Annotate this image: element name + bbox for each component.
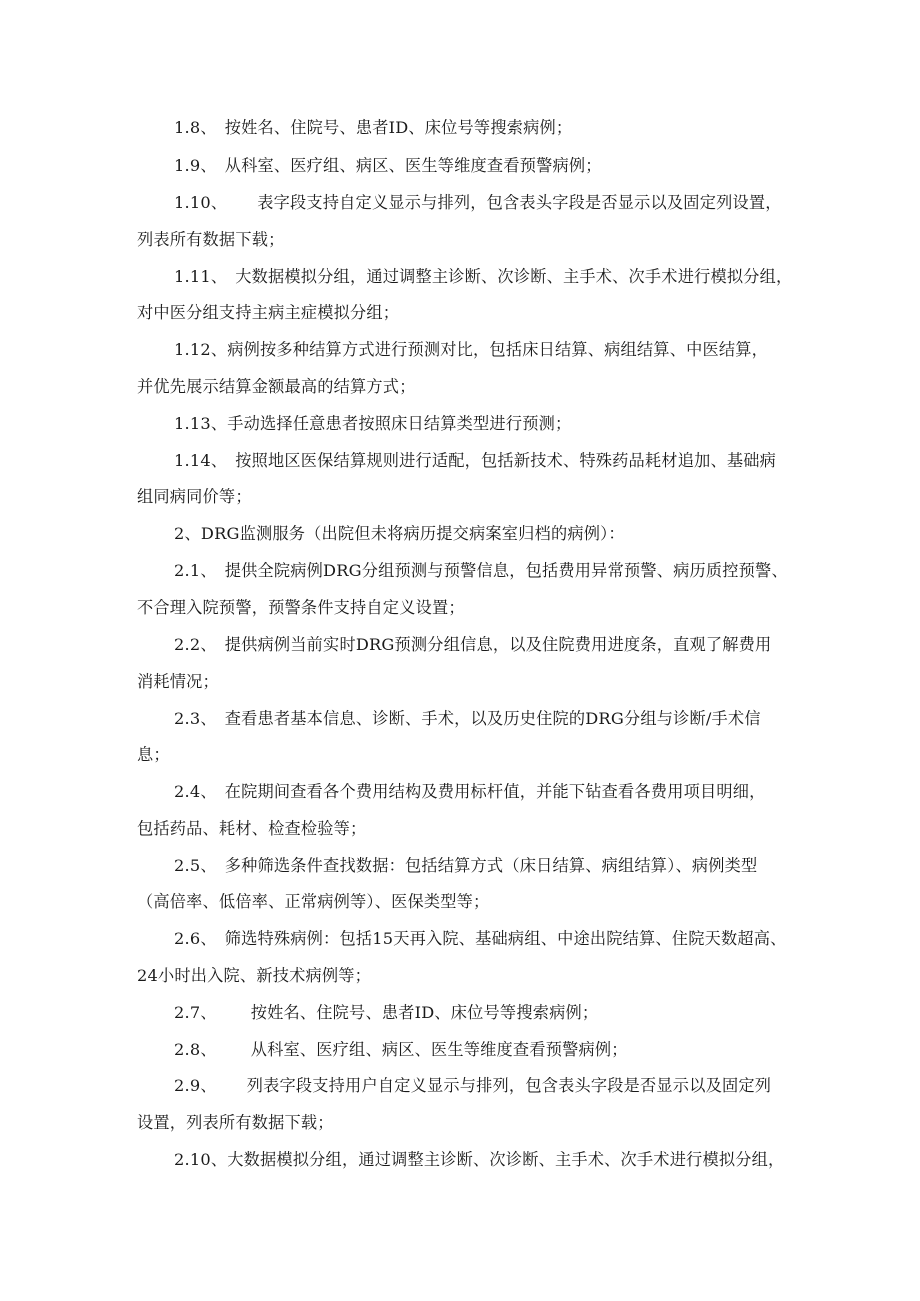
list-item xyxy=(174,414,571,434)
item-number: 2.2、 xyxy=(174,635,217,654)
list-item xyxy=(174,267,792,287)
item-text: DRG监测服务（出院但未将病历提交病案室归档的病例）： xyxy=(200,524,625,543)
item-number: 2.4、 xyxy=(174,782,217,801)
list-item xyxy=(174,451,776,471)
item-text: 在院期间查看各个费用结构及费用标杆值，并能下钻查看各费用项目明细， xyxy=(224,782,766,801)
section-heading xyxy=(174,524,625,544)
item-number: 1.10、 xyxy=(174,193,228,212)
list-item xyxy=(174,193,782,213)
item-continuation: 不合理入院预警，预警条件支持自定义设置； xyxy=(137,598,465,617)
item-text: 多种筛选条件查找数据：包括结算方式（床日结算、病组结算）、病例类型 xyxy=(224,856,758,875)
item-number: 1.9、 xyxy=(174,156,217,175)
item-text: 从科室、医疗组、病区、医生等维度查看预警病例； xyxy=(224,156,602,175)
item-number: 2.6、 xyxy=(174,929,217,948)
item-number: 2.5、 xyxy=(174,856,217,875)
item-continuation: 消耗情况； xyxy=(137,672,219,691)
list-item xyxy=(174,1003,598,1023)
item-continuation: 设置，列表所有数据下载； xyxy=(137,1113,334,1132)
item-text: 手动选择任意患者按照床日结算类型进行预测； xyxy=(227,414,572,433)
list-item xyxy=(174,1040,628,1060)
item-text: 大数据模拟分组，通过调整主诊断、次诊断、主手术、次手术进行模拟分组， xyxy=(227,1150,785,1169)
item-continuation: 列表所有数据下载； xyxy=(137,230,285,249)
item-number: 1.14、 xyxy=(174,451,228,470)
item-number: 2.10、 xyxy=(174,1150,228,1169)
item-text: 表字段支持自定义显示与排列，包含表头字段是否显示以及固定列设置， xyxy=(257,193,782,212)
item-text: 提供病例当前实时DRG预测分组信息，以及住院费用进度条，直观了解费用 xyxy=(224,635,772,654)
item-number: 1.11、 xyxy=(174,267,228,286)
list-item xyxy=(174,1150,784,1170)
item-continuation: 组同病同价等； xyxy=(137,487,252,506)
item-number: 2.8、 xyxy=(174,1040,217,1059)
item-number: 1.13、 xyxy=(174,414,228,433)
item-continuation: 并优先展示结算金额最高的结算方式； xyxy=(137,377,416,396)
item-number: 2、 xyxy=(174,524,201,543)
item-number: 2.3、 xyxy=(174,709,217,728)
item-text: 按照地区医保结算规则进行适配，包括新技术、特殊药品耗材追加、基础病 xyxy=(235,451,777,470)
item-text: 病例按多种结算方式进行预测对比，包括床日结算、病组结算、中医结算， xyxy=(227,340,769,359)
list-item xyxy=(174,635,771,655)
item-number: 2.1、 xyxy=(174,561,217,580)
item-text: 按姓名、住院号、患者ID、床位号等搜索病例； xyxy=(250,1003,599,1022)
item-number: 2.9、 xyxy=(174,1076,217,1095)
list-item xyxy=(174,709,761,729)
list-item xyxy=(174,340,768,360)
list-item xyxy=(174,856,757,876)
item-text: 查看患者基本信息、诊断、手术，以及历史住院的DRG分组与诊断/手术信 xyxy=(224,709,761,728)
item-text: 从科室、医疗组、病区、医生等维度查看预警病例； xyxy=(250,1040,628,1059)
item-text: 大数据模拟分组，通过调整主诊断、次诊断、主手术、次手术进行模拟分组， xyxy=(235,267,793,286)
item-text: 筛选特殊病例：包括15天再入院、基础病组、中途出院结算、住院天数超高、 xyxy=(224,929,787,948)
item-continuation: 对中医分组支持主病主症模拟分组； xyxy=(137,303,400,322)
list-item xyxy=(174,561,788,581)
item-text: 提供全院病例DRG分组预测与预警信息，包括费用异常预警、病历质控预警、 xyxy=(224,561,788,580)
list-item xyxy=(174,782,766,802)
list-item xyxy=(174,156,602,176)
item-continuation: 息； xyxy=(137,745,170,764)
list-item xyxy=(174,929,787,949)
item-continuation: 24小时出入院、新技术病例等； xyxy=(137,966,372,985)
item-number: 2.7、 xyxy=(174,1003,217,1022)
item-number: 1.12、 xyxy=(174,340,228,359)
list-item xyxy=(174,118,572,138)
item-continuation: （高倍率、低倍率、正常病例等）、医保类型等； xyxy=(137,892,490,911)
item-text: 列表字段支持用户自定义显示与排列，包含表头字段是否显示以及固定列 xyxy=(246,1076,772,1095)
item-continuation: 包括药品、耗材、检查检验等； xyxy=(137,819,367,838)
item-text: 按姓名、住院号、患者ID、床位号等搜索病例； xyxy=(224,118,573,137)
list-item xyxy=(174,1076,771,1096)
item-number: 1.8、 xyxy=(174,118,217,137)
